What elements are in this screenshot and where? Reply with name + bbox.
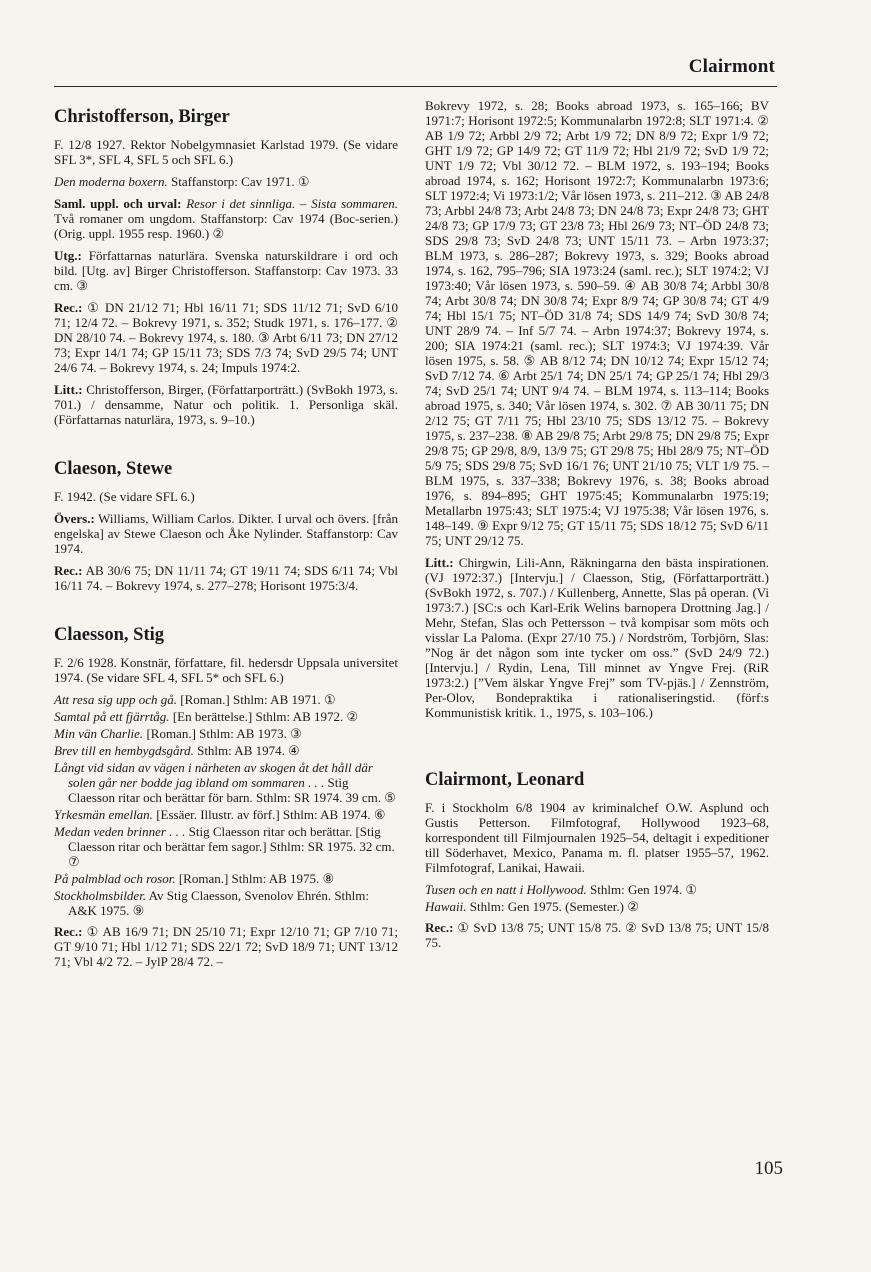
work-details: Sthlm: Gen 1974. ① bbox=[586, 882, 698, 897]
work-details: [Essäer. Illustr. av förf.] Sthlm: AB 1974. ⑥ bbox=[152, 807, 386, 822]
work-title: Medan veden brinner . . . bbox=[54, 824, 186, 839]
overs-entry bbox=[54, 511, 398, 556]
rec-text: AB 30/6 75; DN 11/11 74; GT 19/11 74; SDS 6/11 74; Vbl 16/11 74. – Bokrevy 1974, s. 277–278; Horisont 1975:3/4. bbox=[54, 563, 398, 593]
running-head: Clairmont bbox=[688, 56, 775, 77]
rec-entry bbox=[54, 924, 398, 969]
work-entry bbox=[54, 709, 398, 724]
rec-text: ① SvD 13/8 75; UNT 15/8 75. ② SvD 13/8 75; UNT 15/8 75. bbox=[425, 920, 769, 950]
bio: F. 1942. (Se vidare SFL 6.) bbox=[54, 489, 195, 504]
work-details: Stig Claesson ritar och berättar för barn. Sthlm: SR 1974. 39 cm. ⑤ bbox=[68, 775, 396, 805]
work-title: Min vän Charlie. bbox=[54, 726, 144, 741]
section-label: Övers.: bbox=[54, 511, 95, 526]
work-entry bbox=[425, 882, 769, 897]
section-label: Litt.: bbox=[425, 555, 454, 570]
left-column bbox=[54, 98, 398, 976]
utg-text: Författarnas naturlära. Svenska naturskildrare i ord och bild. [Utg. av] Birger Christofferson. Staffanstorp: Cav 1973. 33 cm. ③ bbox=[54, 248, 398, 293]
rec-entry bbox=[54, 563, 398, 593]
work-details: Sthlm: AB 1974. ④ bbox=[193, 743, 300, 758]
entry-title-claesson: Claesson, Stig bbox=[54, 625, 164, 645]
litt-entry bbox=[425, 555, 769, 720]
work-details: Två romaner om ungdom. Staffanstorp: Cav 1974 (Boc-serien.) (Orig. uppl. 1955 resp. 1960.) ② bbox=[54, 211, 398, 241]
section-label: Rec.: bbox=[425, 920, 454, 935]
section-label: Litt.: bbox=[54, 382, 83, 397]
work-title: Stockholmsbilder. bbox=[54, 888, 147, 903]
bio: F. 2/6 1928. Konstnär, författare, fil. hedersdr Uppsala universitet 1974. (Se vidare SFL 4, SFL 5* och SFL 6.) bbox=[54, 655, 398, 685]
work-entry bbox=[54, 760, 398, 805]
litt-text: Christofferson, Birger, (Författarporträtt.) (SvBokh 1973, s. 701.) / densamme, Natur och politik. 1. Personliga skäl. (Författarnas naturlära, 1973, s. 9–10.) bbox=[54, 382, 398, 427]
work-entry bbox=[54, 726, 398, 741]
utg-entry bbox=[54, 248, 398, 293]
work-details: Sthlm: Gen 1975. (Semester.) ② bbox=[466, 899, 639, 914]
work-details: Av Stig Claesson, Svenolov Ehrén. Sthlm: A&K 1975. ⑨ bbox=[68, 888, 370, 918]
litt-text: Chirgwin, Lili-Ann, Räkningarna den bästa inspirationen. (VJ 1972:37.) [Intervju.] / Claesson, Stig, (Författarporträtt.) (SvBokh 1972, s. 707.) / Kullenberg, Annette, Slas på operan. (Vi 1973:7.) [SC:s och Karl-Erik Welins barnopera Drottning Jag.] / Mehr, Stefan, Slas och Pettersson – två kompisar som möts och visslar La Paloma. (Expr 27/10 75.) / Nordström, Torbjörn, Slas: ”Nog är det någon som inte tycker om oss.” (SvD 24/9 72.) [Intervju.] / Rydin, Lena, Till minnet av Yngve Frej. (RiR 1973:2.) [”Vem älskar Yngve Frej” som TV-pjäs.] / Zennström, Per-Olov, Bondepraktika i rationaliseringstid. (förf:s Kommunistisk kritik. 1., 1975, s. 103–106.) bbox=[425, 555, 769, 720]
entry-title-claeson: Claeson, Stewe bbox=[54, 459, 173, 479]
work-entry bbox=[54, 692, 398, 707]
entry-title-christofferson: Christofferson, Birger bbox=[54, 107, 230, 127]
rec-entry bbox=[425, 920, 769, 950]
work-entry bbox=[54, 871, 398, 886]
work-details: Stig Claesson ritar och berättar. [Stig Claesson ritar och berättar fem sagor.] Sthlm: SR 1975. 32 cm. ⑦ bbox=[68, 824, 395, 869]
section-label: Saml. uppl. och urval: bbox=[54, 196, 182, 211]
work-entry bbox=[54, 743, 398, 758]
entry-title-clairmont: Clairmont, Leonard bbox=[425, 770, 585, 790]
work-title: På palmblad och rosor. bbox=[54, 871, 176, 886]
saml-entry bbox=[54, 196, 398, 241]
work-title: Långt vid sidan av vägen i närheten av skogen åt det håll där solen går ner bodde jag ibland om sommaren . . . bbox=[54, 760, 373, 790]
header-rule bbox=[54, 86, 777, 87]
work-title: Den moderna boxern. bbox=[54, 174, 168, 189]
work-title: Yrkesmän emellan. bbox=[54, 807, 153, 822]
work-details: [Roman.] Sthlm: AB 1971. ① bbox=[177, 692, 336, 707]
overs-text: Williams, William Carlos. Dikter. I urval och övers. [från engelska] av Stewe Claeson och Åke Nylinder. Staffanstorp: Cav 1974. bbox=[54, 511, 398, 556]
section-label: Rec.: bbox=[54, 300, 83, 315]
rec-continued: Bokrevy 1972, s. 28; Books abroad 1973, s. 165–166; BV 1971:7; Horisont 1972:5; Kommunalarbn 1972:8; SLT 1971:4. ② AB 1/9 72; Arbbl 2/9 72; Arbt 1/9 72; DN 8/9 72; Expr 1/9 72; GHT 1/9 72; GP 14/9 72; GT 11/9 72; Hbl 21/9 72; SvD 1/9 72; UNT 1/9 72; Vbl 30/12 72. – BLM 1972, s. 193–194; Books abroad 1974, s. 162; Horisont 1972:7; Kommunalarbn 1973:6; SLT 1972:4; Vi 1973:1/2; Vår lösen 1973, s. 211–212. ③ AB 24/8 73; Arbbl 24/8 73; Arbt 24/8 73; DN 24/8 73; Expr 24/8 73; GHT 24/8 73; GP 17/9 73; GT 23/8 73; Hbl 26/9 73; NT–ÖD 24/8 73; SDS 29/8 73; SvD 24/8 73; UNT 15/11 73. – Arbn 1973:37; BLM 1973, s. 286–287; Bokrevy 1973, s. 329; Books abroad 1974, s. 162, 795–796; SIA 1973:24 (saml. rec.); SLT 1974:2; VJ 1973:40; Vår lösen 1973, s. 590–59. ④ AB 30/8 74; Arbbl 30/8 74; Arbt 30/8 74; DN 30/8 74; Expr 8/9 74; GP 30/8 74; GT 4/9 74; Hbl 15/1 75; NT–ÖD 31/8 74; SDS 14/9 74; SvD 30/8 74; UNT 28/9 74. – Inf 5/7 74. – Arbn 1974:37; Bokrevy 1974, s. 200; SIA 1974:21 (saml. rec.); SLT 1974:3; VJ 1974:39. Vår lösen 1975, s. 58. ⑤ AB 8/12 74; DN 10/12 74; Expr 15/12 74; SvD 7/12 74. ⑥ Arbt 25/1 74; DN 25/1 74; GP 25/1 74; Hbl 29/3 74; SvD 25/1 74; UNT 9/4 74. – BLM 1974, s. 113–114; Books abroad 1975, s. 340; Vår lösen 1974, s. 302. ⑦ AB 30/11 75; DN 2/12 75; GT 7/11 75; Hbl 23/10 75; SDS 13/12 75. – Bokrevy 1975, s. 237–238. ⑧ AB 29/8 75; Arbt 29/8 75; DN 29/8 75; Expr 29/8 75; GP 29/8, 8/9, 13/9 75; GT 29/8 75; Hbl 28/9 75; NT–ÖD 5/9 75; SDS 29/8 75; SvD 16/1 76; UNT 21/10 75; VLT 1/9 75. – BLM 1975, s. 337–338; Bokrevy 1976, s. 38; Books abroad 1976, s. 894–895; GHT 1975:45; Kommunalarbn 1975:19; Metallarbn 1975:43; SLT 1975:4; VJ 1975:38; Vår lösen 1976, s. 148–149. ⑨ Expr 9/12 75; GT 15/11 75; SDS 18/12 75; SvD 6/11 75; UNT 29/12 75. bbox=[425, 98, 769, 548]
spacer bbox=[54, 434, 398, 450]
rec-entry bbox=[54, 300, 398, 375]
section-label: Rec.: bbox=[54, 924, 83, 939]
rec-text: ① DN 21/12 71; Hbl 16/11 71; SDS 11/12 71; SvD 6/10 71; 12/4 72. – Bokrevy 1971, s. 352; Studk 1971, s. 176–177. ② DN 28/10 74. – Bokrevy 1974, s. 180. ③ Arbt 6/11 73; DN 27/12 73; Expr 14/1 74; GP 15/11 73; SDS 7/3 74; SvD 29/5 74; UNT 24/6 74. – Bokrevy 1974, s. 24; Impuls 1974:2. bbox=[54, 300, 398, 375]
right-column bbox=[425, 98, 769, 957]
spacer bbox=[54, 600, 398, 616]
rec-text: ① AB 16/9 71; DN 25/10 71; Expr 12/10 71; GP 7/10 71; GT 9/10 71; Hbl 1/12 71; SDS 22/1 72; SvD 18/9 71; UNT 13/12 71; Vbl 4/2 72. – JylP 28/4 72. – bbox=[54, 924, 398, 969]
litt-entry bbox=[54, 382, 398, 427]
work-title: Hawaii. bbox=[425, 899, 467, 914]
page-number: 105 bbox=[754, 1158, 783, 1179]
work-title: Brev till en hembygdsgård. bbox=[54, 743, 194, 758]
work-details: [En berättelse.] Sthlm: AB 1972. ② bbox=[169, 709, 359, 724]
work-title: Tusen och en natt i Hollywood. bbox=[425, 882, 587, 897]
work-title: Att resa sig upp och gå. bbox=[54, 692, 178, 707]
work-title: Samtal på ett fjärrtåg. bbox=[54, 709, 170, 724]
work-entry bbox=[54, 824, 398, 869]
work-details: [Roman.] Sthlm: AB 1975. ⑧ bbox=[175, 871, 335, 886]
work-entry bbox=[54, 888, 398, 918]
section-label: Rec.: bbox=[54, 563, 83, 578]
bio: F. 12/8 1927. Rektor Nobelgymnasiet Karlstad 1979. (Se vidare SFL 3*, SFL 4, SFL 5 och SFL 6.) bbox=[54, 137, 398, 167]
work-title: Resor i det sinnliga. – Sista sommaren. bbox=[186, 196, 399, 211]
work-entry bbox=[425, 899, 769, 914]
work-entry bbox=[54, 807, 398, 822]
work-details: Staffanstorp: Cav 1971. ① bbox=[167, 174, 310, 189]
bio: F. i Stockholm 6/8 1904 av kriminalchef O.W. Asplund och Gustis Petterson. Filmfotograf, Hollywood 1923–68, korrespondent till Filmjournalen 1925–54, deltagit i expeditioner till Söderhavet, Mexico, Panama m. fl. platser 1955–57, 1962. Filmfotograf, Lanikai, Hawaii. bbox=[425, 800, 769, 875]
spacer bbox=[425, 727, 769, 761]
work-entry bbox=[54, 174, 398, 189]
work-details: [Roman.] Sthlm: AB 1973. ③ bbox=[143, 726, 302, 741]
section-label: Utg.: bbox=[54, 248, 82, 263]
